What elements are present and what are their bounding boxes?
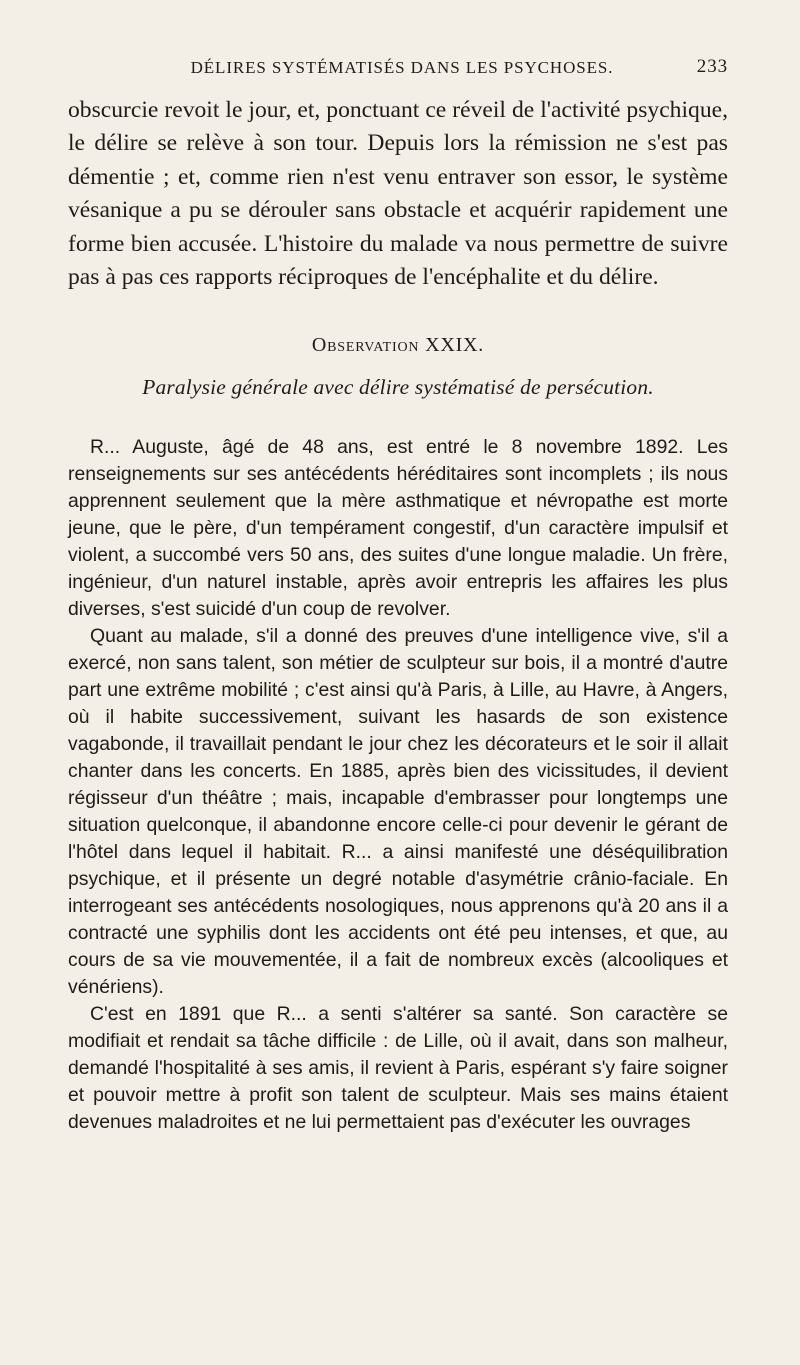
running-header	[68, 58, 728, 86]
observation-heading: Observation XXIX.	[311, 334, 485, 357]
page-number: 233	[696, 56, 728, 77]
running-title: DÉLIRES SYSTÉMATISÉS DANS LES PSYCHOSES.	[190, 58, 614, 77]
case-paragraph: Quant au malade, s'il a donné des preuves d'une intelligence vive, s'il a exercé, non sans talent, son métier de sculpteur sur bois, il a montré d'autre part une extrême mobilité ; c'est ainsi qu'à Paris, à Lille, au Havre, à Angers, où il habite successivement, suivant les hasards de son existence vagabonde, il travaillait pendant le jour chez les décorateurs et le soir il allait chanter dans les concerts. En 1885, après bien des vicissitudes, il devient régisseur d'un théâtre ; mais, incapable d'embrasser pour longtemps une situation quelconque, il abandonne encore celle-ci pour devenir le gérant de l'hôtel dans lequel il habitait. R... a ainsi manifesté une déséquilibration psychique, et il présente un degré notable d'asymétrie crânio-faciale. En interrogeant ses antécédents nosologiques, nous apprenons qu'à 20 ans il a contracté une syphilis dont les accidents ont été peu intenses, et que, au cours de sa vie mouvementée, il a fait de nombreux excès (alcooliques et vénériens).	[68, 625, 728, 999]
case-paragraph: C'est en 1891 que R... a senti s'altérer sa santé. Son caractère se modifiait et rendait sa tâche difficile : de Lille, où il avait, dans son malheur, demandé l'hospitalité à ses amis, il revient à Paris, espérant s'y faire soigner et pouvoir mettre à profit son talent de sculpteur. Mais ses mains étaient devenues maladroites et ne lui permettaient pas d'exécuter les ouvrages	[68, 1003, 728, 1134]
observation-subtitle: Paralysie générale avec délire systématisé de persécution.	[142, 375, 654, 400]
intro-paragraph: obscurcie revoit le jour, et, ponctuant ce réveil de l'activité psychique, le délire se relève à son tour. Depuis lors la rémission ne s'est pas démentie ; et, comme rien n'est venu entraver son essor, le système vésanique a pu se dérouler sans obstacle et acquérir rapidement une forme bien accusée. L'histoire du malade va nous permettre de suivre pas à pas ces rapports réciproques de l'encéphalite et du délire.	[68, 97, 728, 291]
case-paragraph: R... Auguste, âgé de 48 ans, est entré le 8 novembre 1892. Les renseignements sur ses antécédents héréditaires sont incomplets ; ils nous apprennent seulement que la mère asthmatique et névropathe est morte jeune, que le père, d'un tempérament congestif, d'un caractère impulsif et violent, a succombé vers 50 ans, des suites d'une longue maladie. Un frère, ingénieur, d'un naturel instable, après avoir entrepris les affaires les plus diverses, s'est suicidé d'un coup de revolver.	[68, 436, 728, 621]
case-report	[68, 434, 728, 1136]
